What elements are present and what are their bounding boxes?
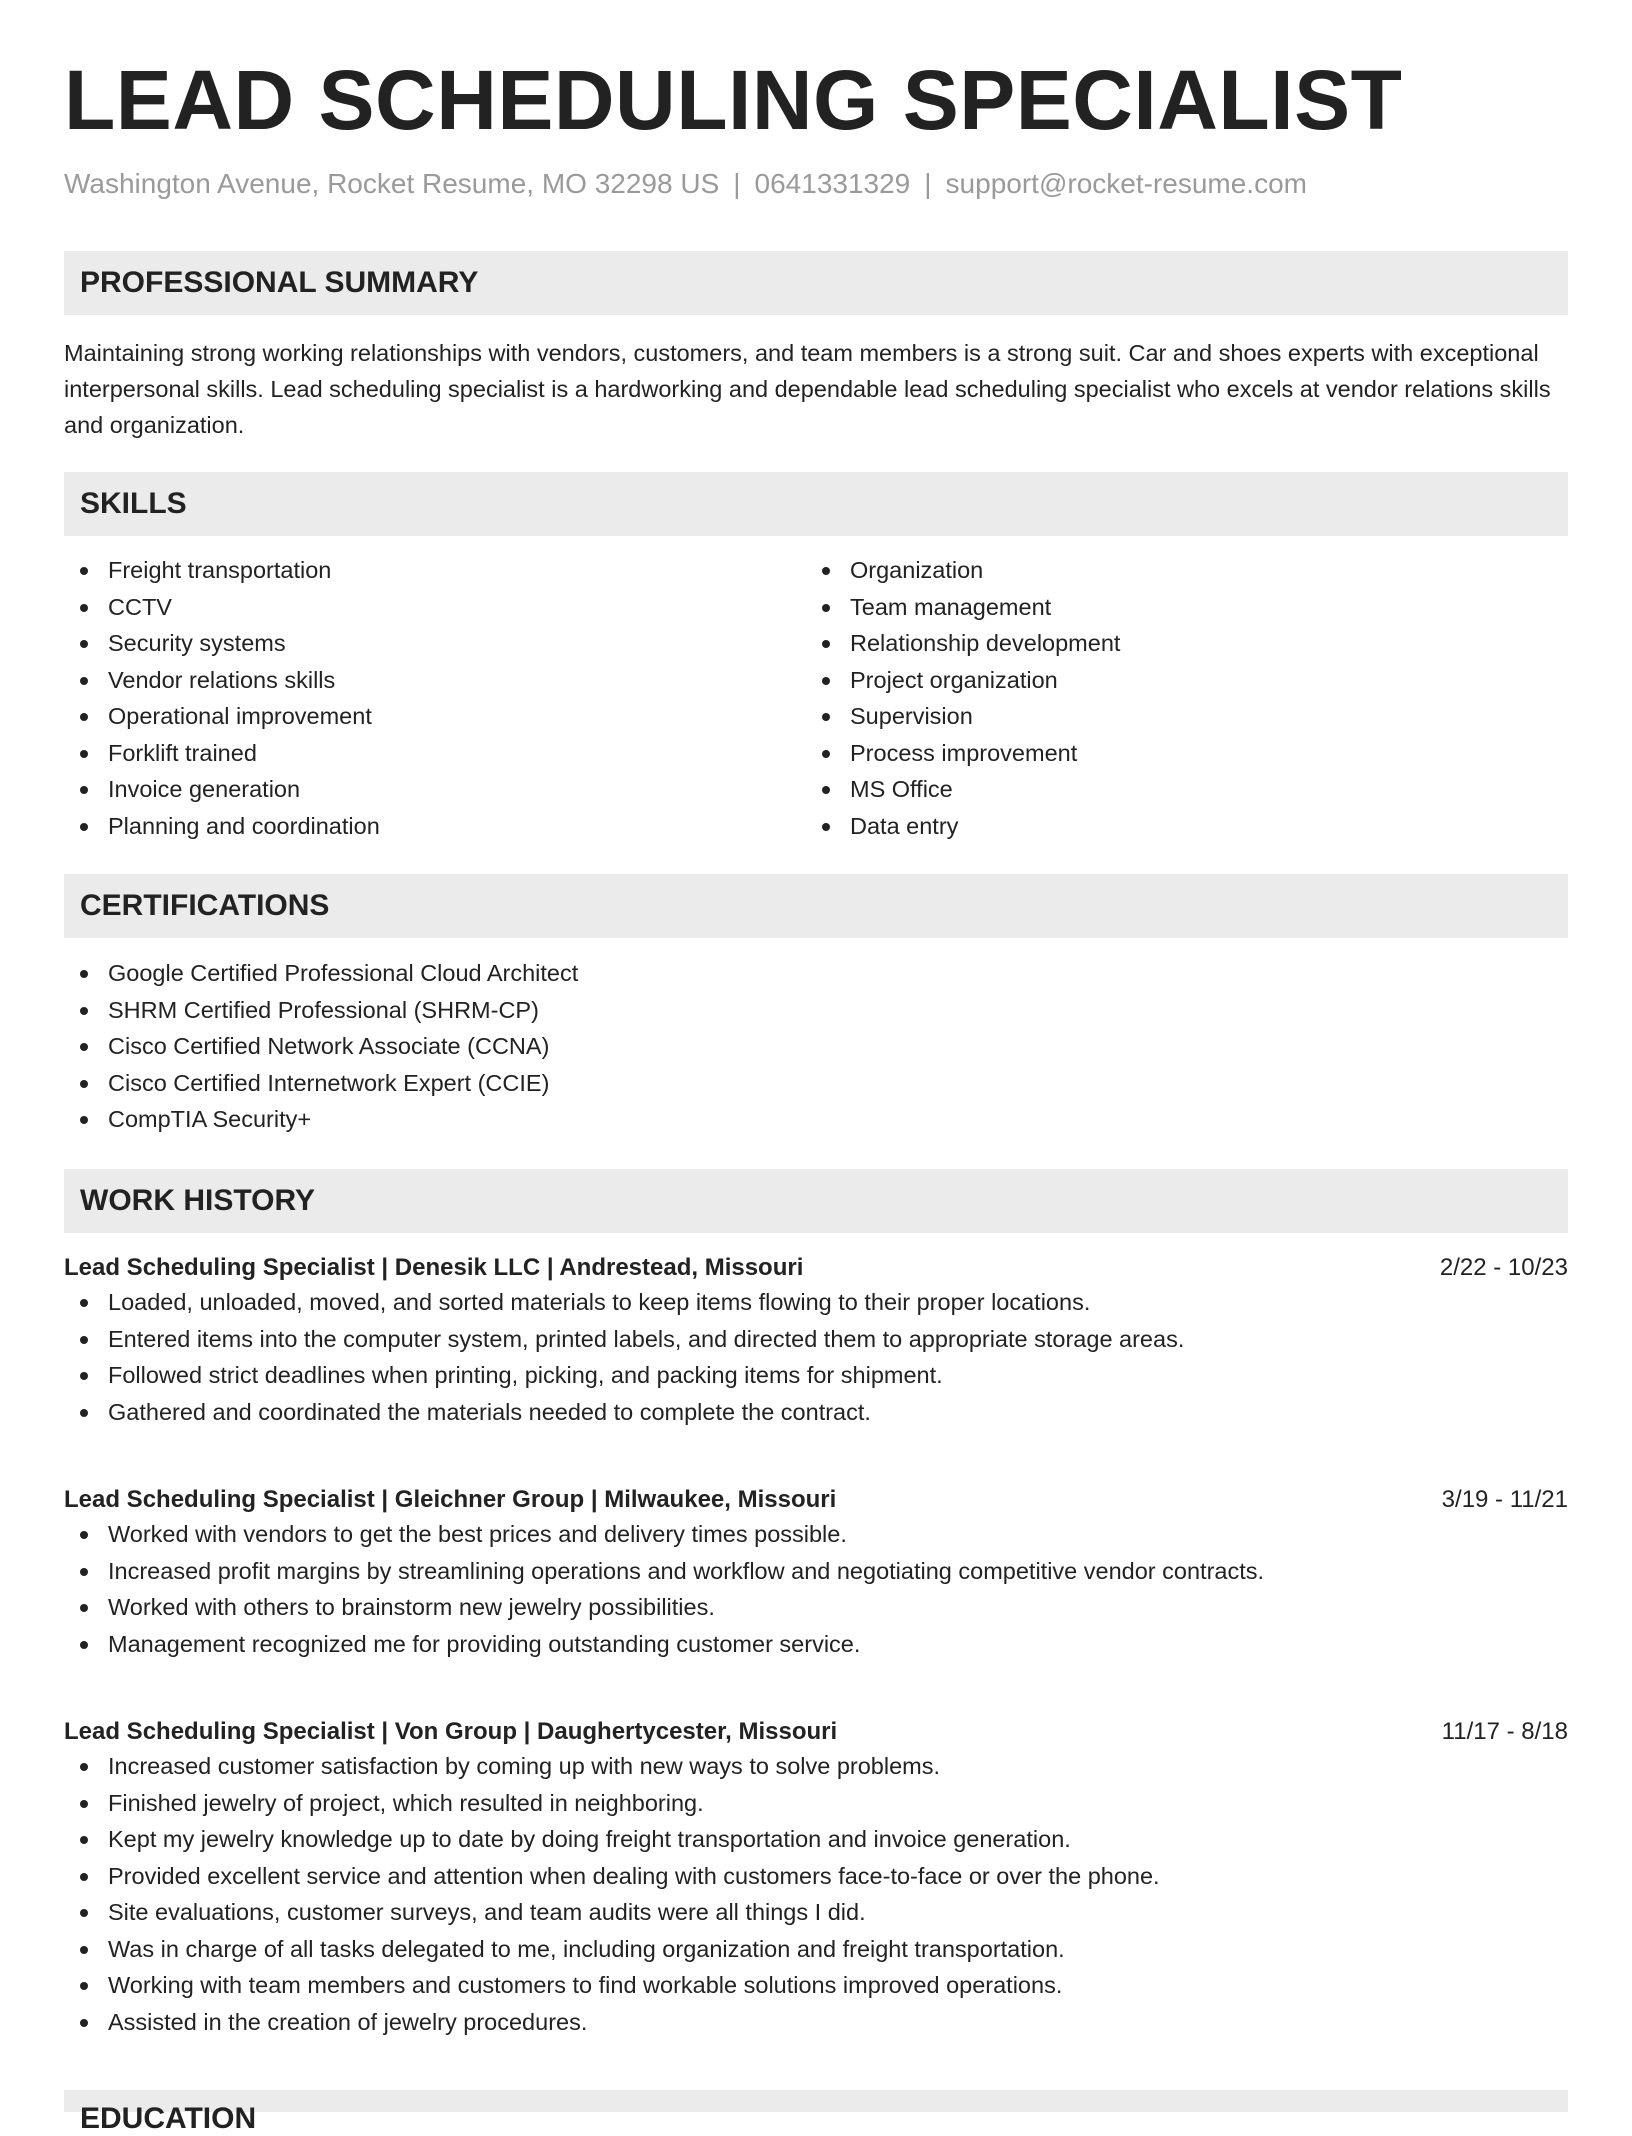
skills-list-right [806, 552, 1548, 844]
job-bullet: Increased customer satisfaction by coming up with new ways to solve problems. [64, 1748, 1568, 1785]
job-entry [64, 1252, 1568, 1430]
skill-item: MS Office [806, 771, 1548, 808]
job-bullet: Finished jewelry of project, which resulted in neighboring. [64, 1785, 1568, 1822]
skills-grid [64, 552, 1568, 844]
skill-item: Project organization [806, 662, 1548, 699]
job-dates: 3/19 - 11/21 [1441, 1486, 1568, 1513]
skill-item: CCTV [64, 589, 806, 626]
summary-text: Maintaining strong working relationships with vendors, customers, and team members is a strong suit. Car and shoes experts with exceptional interpersonal skills. Lead scheduling specialist is a hardworking and dependable lead scheduling specialist who excels at vendor relations skills and organization. [64, 340, 1551, 438]
job-bullets [64, 1516, 1568, 1662]
job-bullet: Assisted in the creation of jewelry procedures. [64, 2004, 1568, 2041]
skill-item: Data entry [806, 808, 1548, 845]
job-header [64, 1716, 1568, 1748]
skill-item: Invoice generation [64, 771, 806, 808]
job-bullet: Worked with vendors to get the best prices and delivery times possible. [64, 1516, 1568, 1553]
contact-separator: | [924, 168, 932, 199]
skill-item: Planning and coordination [64, 808, 806, 845]
job-bullet: Working with team members and customers to find workable solutions improved operations. [64, 1967, 1568, 2004]
skill-item: Team management [806, 589, 1548, 626]
job-bullet: Worked with others to brainstorm new jewelry possibilities. [64, 1589, 1568, 1626]
job-bullet: Gathered and coordinated the materials needed to complete the contract. [64, 1394, 1568, 1431]
job-bullet: Was in charge of all tasks delegated to me, including organization and freight transportation. [64, 1931, 1568, 1968]
job-bullet: Management recognized me for providing outstanding customer service. [64, 1626, 1568, 1663]
contact-email: support@rocket-resume.com [945, 168, 1307, 199]
summary-heading: PROFESSIONAL SUMMARY [64, 251, 1568, 315]
skill-item: Operational improvement [64, 698, 806, 735]
certifications-list [64, 955, 1568, 1138]
resume-page [64, 0, 1568, 2135]
certification-item: SHRM Certified Professional (SHRM-CP) [64, 992, 1568, 1029]
skill-item: Relationship development [806, 625, 1548, 662]
job-bullet: Entered items into the computer system, printed labels, and directed them to appropriate storage areas. [64, 1321, 1568, 1358]
job-bullet: Increased profit margins by streamlining operations and workflow and negotiating competitive vendor contracts. [64, 1553, 1568, 1590]
contact-line [64, 168, 1568, 200]
job-title: Lead Scheduling Specialist | Gleichner Group | Milwaukee, Missouri [64, 1486, 837, 1513]
job-bullet: Kept my jewelry knowledge up to date by doing freight transportation and invoice generation. [64, 1821, 1568, 1858]
skill-item: Process improvement [806, 735, 1548, 772]
skills-list-left [64, 552, 806, 844]
job-bullets [64, 1748, 1568, 2040]
contact-separator: | [733, 168, 741, 199]
job-bullet: Site evaluations, customer surveys, and team audits were all things I did. [64, 1894, 1568, 1931]
job-entry [64, 1716, 1568, 2040]
contact-address: Washington Avenue, Rocket Resume, MO 32298 US [64, 168, 720, 199]
certification-item: Cisco Certified Internetwork Expert (CCIE) [64, 1065, 1568, 1102]
certification-item: Cisco Certified Network Associate (CCNA) [64, 1028, 1568, 1065]
job-entry [64, 1484, 1568, 1662]
skills-heading: SKILLS [64, 472, 1568, 536]
job-title: Lead Scheduling Specialist | Denesik LLC | Andrestead, Missouri [64, 1254, 804, 1281]
skill-item: Freight transportation [64, 552, 806, 589]
skill-item: Security systems [64, 625, 806, 662]
skill-item: Forklift trained [64, 735, 806, 772]
certification-item: CompTIA Security+ [64, 1101, 1568, 1138]
job-dates: 11/17 - 8/18 [1441, 1718, 1568, 1745]
work-history-heading: WORK HISTORY [64, 1169, 1568, 1233]
page-title: LEAD SCHEDULING SPECIALIST [64, 53, 1403, 147]
job-bullet: Provided excellent service and attention when dealing with customers face-to-face or over the phone. [64, 1858, 1568, 1895]
certification-item: Google Certified Professional Cloud Architect [64, 955, 1568, 992]
education-heading: EDUCATION [64, 2090, 1568, 2112]
job-bullets [64, 1284, 1568, 1430]
job-dates: 2/22 - 10/23 [1439, 1254, 1568, 1281]
job-bullet: Loaded, unloaded, moved, and sorted materials to keep items flowing to their proper locations. [64, 1284, 1568, 1321]
skill-item: Organization [806, 552, 1548, 589]
job-header [64, 1484, 1568, 1516]
certifications-heading: CERTIFICATIONS [64, 874, 1568, 938]
job-header [64, 1252, 1568, 1284]
job-bullet: Followed strict deadlines when printing, picking, and packing items for shipment. [64, 1357, 1568, 1394]
skill-item: Supervision [806, 698, 1548, 735]
contact-phone: 0641331329 [754, 168, 911, 199]
job-title: Lead Scheduling Specialist | Von Group | Daughertycester, Missouri [64, 1718, 838, 1745]
skill-item: Vendor relations skills [64, 662, 806, 699]
